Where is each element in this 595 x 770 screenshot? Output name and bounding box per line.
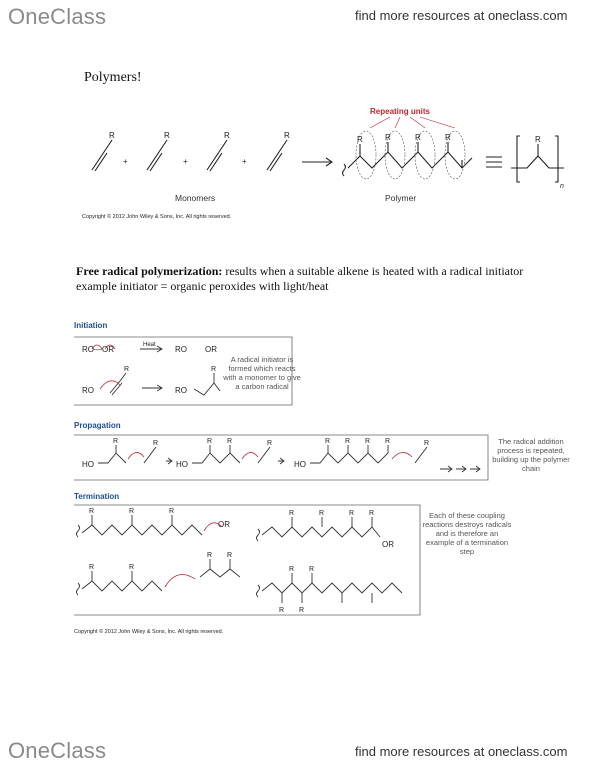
termination-heading: Termination <box>74 492 120 501</box>
svg-text:+: + <box>183 157 188 166</box>
svg-text:R: R <box>345 438 351 445</box>
polymer-figure <box>70 100 570 230</box>
svg-text:R: R <box>369 510 375 517</box>
svg-text:RO: RO <box>175 386 187 395</box>
svg-text:R: R <box>279 607 285 614</box>
svg-text:R: R <box>227 438 233 445</box>
r-label: R <box>109 131 115 140</box>
svg-text:R: R <box>309 566 315 573</box>
paragraph-bold-term: Free radical polymerization: <box>76 264 223 278</box>
copyright-1: Copyright © 2012 John Wiley & Sons, Inc. All rights reserved. <box>82 214 232 220</box>
section-title: Polymers! <box>84 70 142 85</box>
svg-text:OR: OR <box>218 520 230 529</box>
svg-text:R: R <box>445 133 451 142</box>
svg-text:R: R <box>89 564 95 571</box>
initiation-note: A radical initiator is formed which reacts with a monomer to give a carbon radical <box>223 355 301 391</box>
svg-text:R: R <box>535 135 541 144</box>
svg-text:RO: RO <box>82 386 94 395</box>
header-logo[interactable] <box>8 4 106 30</box>
svg-text:+: + <box>123 157 128 166</box>
svg-text:R: R <box>207 552 213 559</box>
svg-text:R: R <box>164 131 170 140</box>
footer-brand-name: OneClass <box>8 738 107 763</box>
svg-text:R: R <box>299 607 305 614</box>
svg-text:R: R <box>224 131 230 140</box>
svg-text:n: n <box>560 183 564 190</box>
ro-or-text: RO—OR <box>82 345 114 354</box>
svg-text:HO: HO <box>176 460 188 469</box>
svg-text:R: R <box>113 438 119 445</box>
brand-name: OneClass <box>8 4 107 29</box>
paragraph-line2: example initiator = organic peroxides with light/heat <box>76 279 329 293</box>
polymer-label: Polymer <box>385 193 417 203</box>
svg-text:R: R <box>365 438 371 445</box>
svg-text:R: R <box>357 135 363 144</box>
propagation-heading: Propagation <box>74 421 121 430</box>
svg-text:R: R <box>284 131 290 140</box>
svg-text:R: R <box>89 508 95 515</box>
svg-text:R: R <box>124 366 130 373</box>
svg-text:R: R <box>169 508 175 515</box>
svg-text:RO: RO <box>175 345 187 354</box>
propagation-note: The radical addition process is repeated, building up the polymer chain <box>492 437 570 473</box>
svg-text:R: R <box>385 133 391 142</box>
svg-text:R: R <box>349 510 355 517</box>
svg-text:R: R <box>424 440 430 447</box>
svg-text:HO: HO <box>82 460 94 469</box>
monomers-label: Monomers <box>175 193 216 203</box>
svg-text:R: R <box>227 552 233 559</box>
heat-label: Heat <box>143 342 156 348</box>
repeating-units-label: Repeating units <box>370 107 431 116</box>
svg-text:R: R <box>289 510 295 517</box>
mechanism-figure <box>70 315 570 645</box>
svg-text:R: R <box>207 438 213 445</box>
svg-text:OR: OR <box>205 345 217 354</box>
svg-text:R: R <box>153 440 159 447</box>
footer-resources-link[interactable]: find more resources at oneclass.com <box>355 744 568 759</box>
paragraph-line1: results when a suitable alkene is heated with a radical initiator <box>222 264 524 278</box>
svg-text:R: R <box>267 440 273 447</box>
svg-text:R: R <box>289 566 295 573</box>
svg-text:R: R <box>129 508 135 515</box>
termination-note: Each of these coupling reactions destroys radicals and is therefore an example of a termination step <box>422 511 512 556</box>
svg-text:+: + <box>242 157 247 166</box>
svg-text:R: R <box>385 438 391 445</box>
svg-text:R: R <box>211 366 217 373</box>
svg-text:R: R <box>319 510 325 517</box>
svg-text:OR: OR <box>382 540 394 549</box>
paragraph <box>76 264 556 294</box>
copyright-2: Copyright © 2012 John Wiley & Sons, Inc. All rights reserved. <box>74 629 224 635</box>
svg-text:R: R <box>129 564 135 571</box>
initiation-heading: Initiation <box>74 321 108 330</box>
svg-text:HO: HO <box>294 460 306 469</box>
header-resources-link[interactable]: find more resources at oneclass.com <box>355 8 568 23</box>
monomer-bond <box>92 140 112 170</box>
svg-text:R: R <box>415 133 421 142</box>
svg-text:R: R <box>325 438 331 445</box>
footer-logo[interactable] <box>8 738 106 764</box>
